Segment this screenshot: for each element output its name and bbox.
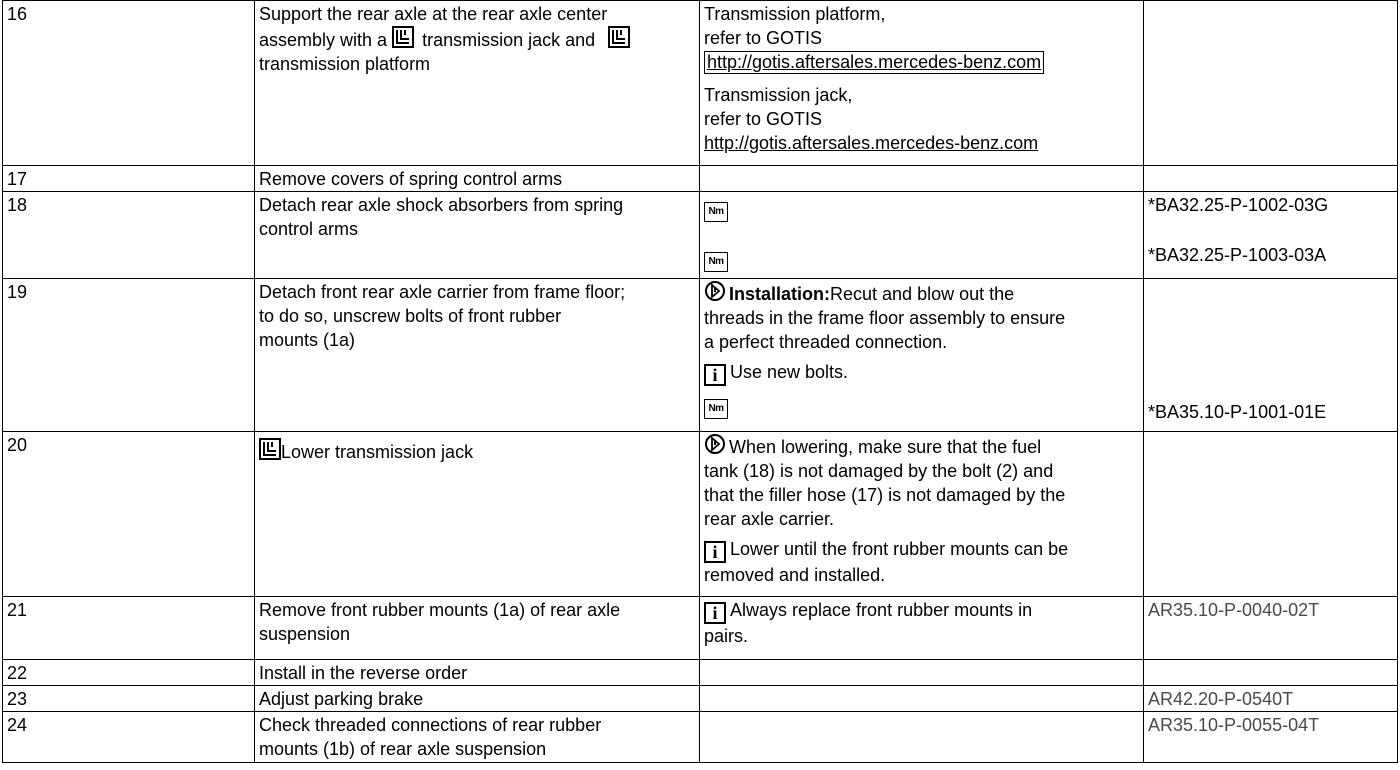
step-number: 24 <box>3 712 255 763</box>
step-action: Detach rear axle shock absorbers from spring control arms <box>255 192 700 279</box>
torque-nm-icon[interactable]: Nm <box>704 202 728 222</box>
torque-reference[interactable]: *BA35.10-P-1001-01E <box>1148 402 1327 422</box>
torque-reference[interactable]: *BA32.25-P-1002-03G <box>1148 195 1329 215</box>
reference-cell[interactable]: AR35.10-P-0055-04T <box>1144 712 1398 763</box>
table-row <box>3 166 1398 192</box>
table-row <box>3 192 1398 279</box>
step-notes <box>700 660 1144 686</box>
step-action: Adjust parking brake <box>255 686 700 712</box>
step-action: Remove covers of spring control arms <box>255 166 700 192</box>
special-tool-icon[interactable] <box>259 438 281 460</box>
caution-icon <box>704 280 726 302</box>
torque-reference[interactable]: *BA32.25-P-1003-03A <box>1148 245 1327 265</box>
table-row <box>3 660 1398 686</box>
torque-nm-icon[interactable]: Nm <box>704 252 728 272</box>
step-notes: i Always replace front rubber mounts in pairs. <box>700 597 1144 660</box>
reference-cell <box>1144 166 1398 192</box>
reference-cell <box>1144 432 1398 597</box>
info-icon: i <box>704 541 726 563</box>
step-number: 21 <box>3 597 255 660</box>
info-icon: i <box>704 602 726 624</box>
caution-icon <box>704 433 726 455</box>
gotis-link[interactable]: http://gotis.aftersales.mercedes-benz.com <box>704 51 1044 74</box>
step-number: 16 <box>3 1 255 166</box>
table-row <box>3 686 1398 712</box>
reference-cell <box>1144 660 1398 686</box>
step-action: Install in the reverse order <box>255 660 700 686</box>
step-action: Detach front rear axle carrier from frame floor; to do so, unscrew bolts of front rubber mounts (1a) <box>255 279 700 432</box>
step-number: 18 <box>3 192 255 279</box>
step-notes <box>700 192 1144 279</box>
step-action: Lower transmission jack <box>255 432 700 597</box>
step-number: 19 <box>3 279 255 432</box>
step-action: Remove front rubber mounts (1a) of rear axle suspension <box>255 597 700 660</box>
table-row <box>3 432 1398 597</box>
table-row <box>3 1 1398 166</box>
step-notes: When lowering, make sure that the fuel tank (18) is not damaged by the bolt (2) and that the filler hose (17) is not damaged by the rear axle carrier. i Lower until the front rubber mounts can be removed and installed. <box>700 432 1144 597</box>
reference-cell[interactable]: AR42.20-P-0540T <box>1144 686 1398 712</box>
step-notes: Transmission platform, refer to GOTIS http://gotis.aftersales.mercedes-benz.com Transmission jack, refer to GOTIS http://gotis.aftersales.mercedes-benz.com <box>700 1 1144 166</box>
reference-cell[interactable]: AR35.10-P-0040-02T <box>1144 597 1398 660</box>
step-action: Support the rear axle at the rear axle center assembly with a transmission jack and transmission platform <box>255 1 700 166</box>
special-tool-icon[interactable] <box>608 26 630 48</box>
step-notes <box>700 686 1144 712</box>
step-number: 22 <box>3 660 255 686</box>
step-number: 17 <box>3 166 255 192</box>
table-row <box>3 597 1398 660</box>
step-notes <box>700 712 1144 763</box>
torque-nm-icon[interactable]: Nm <box>704 399 728 419</box>
info-icon: i <box>704 364 726 386</box>
step-notes: Installation:Recut and blow out the threads in the frame floor assembly to ensure a perfect threaded connection. i Use new bolts. Nm <box>700 279 1144 432</box>
reference-cell <box>1144 192 1398 279</box>
special-tool-icon[interactable] <box>392 26 414 48</box>
reference-cell <box>1144 279 1398 432</box>
reference-cell <box>1144 1 1398 166</box>
gotis-link[interactable]: http://gotis.aftersales.mercedes-benz.com <box>704 133 1039 153</box>
step-action: Check threaded connections of rear rubber mounts (1b) of rear axle suspension <box>255 712 700 763</box>
table-row <box>3 712 1398 763</box>
step-number: 23 <box>3 686 255 712</box>
step-number: 20 <box>3 432 255 597</box>
procedure-table <box>2 0 1398 763</box>
table-row <box>3 279 1398 432</box>
step-notes <box>700 166 1144 192</box>
installation-label: Installation: <box>729 284 831 304</box>
